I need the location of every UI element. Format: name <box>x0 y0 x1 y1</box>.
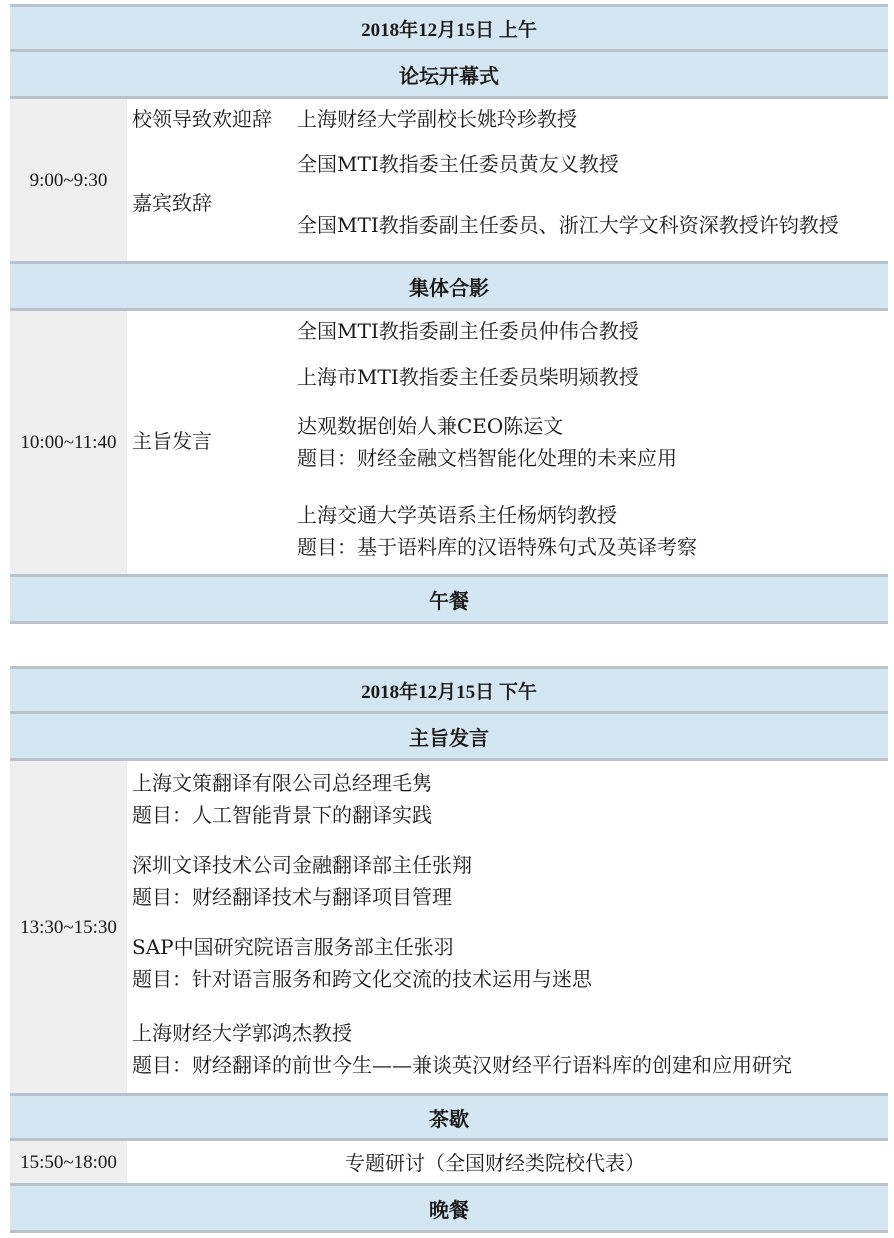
keynote-pm-item-7: 上海财经大学郭鸿杰教授 <box>132 1021 352 1045</box>
keynote-pm-time-cell <box>10 761 127 1094</box>
dinner-header <box>10 1183 888 1233</box>
keynote-pm-item-1: 上海文策翻译有限公司总经理毛隽 <box>132 771 432 795</box>
morning-date-header <box>10 4 888 52</box>
opening-title: 论坛开幕式 <box>399 63 499 88</box>
keynote-am-time: 10:00~11:40 <box>20 432 117 453</box>
opening-time: 9:00~9:30 <box>29 170 108 191</box>
keynote-am-item-1: 全国MTI教指委副主任委员仲伟合教授 <box>297 319 639 343</box>
opening-section-header <box>10 49 888 99</box>
keynote-pm-section-header <box>10 711 888 761</box>
afternoon-date-header <box>10 666 888 714</box>
welcome-label: 校领导致欢迎辞 <box>132 107 272 131</box>
keynote-pm-item-2: 题目：人工智能背景下的翻译实践 <box>132 803 432 827</box>
keynote-am-time-cell <box>10 311 127 575</box>
tea-break-header <box>10 1093 888 1141</box>
tea-break-title: 茶歇 <box>429 1106 469 1131</box>
keynote-pm-title: 主旨发言 <box>409 725 489 750</box>
opening-time-cell <box>10 99 127 263</box>
seminar-time-cell <box>10 1141 127 1185</box>
keynote-am-label: 主旨发言 <box>132 429 212 453</box>
keynote-am-item-6: 题目：基于语料库的汉语特殊句式及英译考察 <box>297 535 697 559</box>
lunch-title: 午餐 <box>429 588 469 613</box>
dinner-title: 晚餐 <box>429 1197 469 1222</box>
seminar-time: 15:50~18:00 <box>20 1152 117 1173</box>
guest-speaker-1: 全国MTI教指委主任委员黄友义教授 <box>297 152 619 176</box>
keynote-am-item-2: 上海市MTI教指委主任委员柴明颎教授 <box>297 365 639 389</box>
keynote-am-item-5: 上海交通大学英语系主任杨炳钧教授 <box>297 503 617 527</box>
photo-title: 集体合影 <box>409 275 489 300</box>
lunch-header <box>10 574 888 624</box>
keynote-pm-item-5: SAP中国研究院语言服务部主任张羽 <box>132 935 454 959</box>
keynote-am-item-4: 题目：财经金融文档智能化处理的未来应用 <box>297 446 677 470</box>
seminar-text: 专题研讨（全国财经类院校代表） <box>345 1151 645 1175</box>
guest-label: 嘉宾致辞 <box>132 191 212 215</box>
afternoon-date: 2018年12月15日 下午 <box>361 681 537 703</box>
keynote-pm-item-6: 题目：针对语言服务和跨文化交流的技术运用与迷思 <box>132 967 592 991</box>
morning-date: 2018年12月15日 上午 <box>361 19 537 41</box>
keynote-am-item-3: 达观数据创始人兼CEO陈运文 <box>297 414 564 438</box>
keynote-pm-item-4: 题目：财经翻译技术与翻译项目管理 <box>132 885 452 909</box>
keynote-pm-time: 13:30~15:30 <box>20 916 117 938</box>
keynote-pm-item-8: 题目：财经翻译的前世今生——兼谈英汉财经平行语料库的创建和应用研究 <box>132 1053 792 1077</box>
keynote-pm-item-3: 深圳文译技术公司金融翻译部主任张翔 <box>132 853 472 877</box>
welcome-speaker: 上海财经大学副校长姚玲珍教授 <box>297 107 577 131</box>
photo-section-header <box>10 261 888 311</box>
guest-speaker-2: 全国MTI教指委副主任委员、浙江大学文科资深教授许钧教授 <box>297 213 839 237</box>
